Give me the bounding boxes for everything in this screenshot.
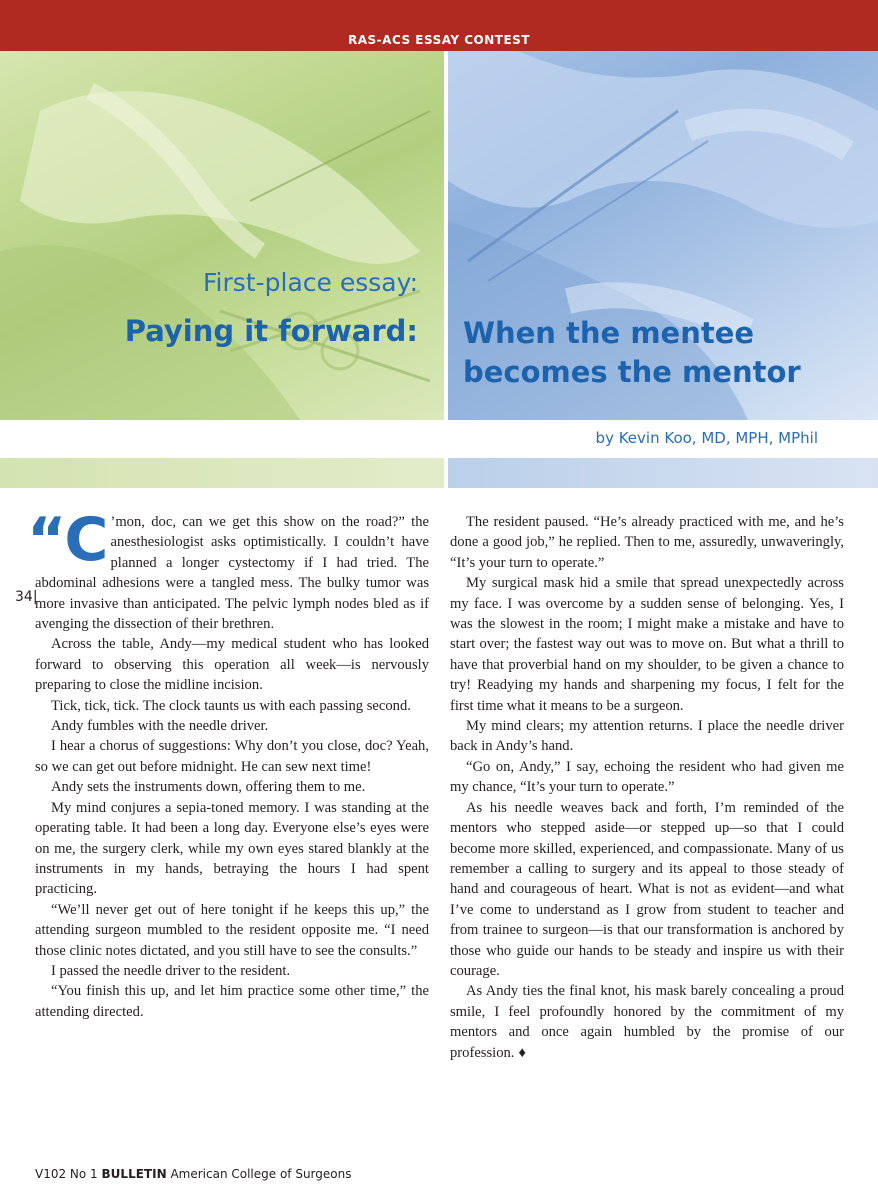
essay-kicker: First-place essay: bbox=[203, 268, 418, 297]
paragraph: “C ’mon, doc, can we get this show on the road?” the anesthesiologist asks optimistically. I couldn’t have planned a longer cystectomy if I had tried. The abdominal adhesions were a tangled mess. The bulky tumor was more invasive than anticipated. The pelvic lymph nodes bled as if avenging the dissection of their brethren. bbox=[27, 505, 429, 633]
end-mark: ♦ bbox=[518, 1044, 526, 1061]
paragraph: Across the table, Andy—my medical student who has looked forward to observing this operation all week—is nervously preparing to close the midline incision. bbox=[35, 636, 429, 694]
paragraph: My mind clears; my attention returns. I place the needle driver back in Andy’s hand. bbox=[450, 718, 844, 755]
paragraph: “You finish this up, and let him practice some other time,” the attending directed. bbox=[35, 983, 429, 1020]
author-byline: by Kevin Koo, MD, MPH, MPhil bbox=[595, 429, 818, 447]
paragraph: My mind conjures a sepia-toned memory. I was standing at the operating table. It had been a long day. Everyone else’s eyes were on me, the surgery clerk, while my own eyes stared blankly at the instruments in my hands, betraying the hours I had spent practicing. bbox=[35, 799, 429, 898]
drop-cap: “C bbox=[27, 505, 107, 575]
organization-name: American College of Surgeons bbox=[170, 1167, 352, 1181]
issue-label: V102 No 1 bbox=[35, 1167, 98, 1181]
paragraph: Tick, tick, tick. The clock taunts us with each passing second. bbox=[51, 697, 411, 714]
essay-title-part1: Paying it forward: bbox=[124, 314, 418, 348]
publication-name: BULLETIN bbox=[101, 1167, 167, 1181]
paragraph: “We’ll never get out of here tonight if he keeps this up,” the attending surgeon mumbled to the resident opposite me. “I need those clinic notes dictated, and you still have to see the consults.” bbox=[35, 901, 429, 959]
paragraph: I passed the needle driver to the resident. bbox=[51, 962, 291, 979]
paragraph: “Go on, Andy,” I say, echoing the resident who had given me my chance, “It’s your turn to operate.” bbox=[450, 758, 844, 796]
paragraph: Andy fumbles with the needle driver. bbox=[51, 718, 269, 735]
decorative-band-blue bbox=[448, 458, 878, 488]
page-footer bbox=[35, 1167, 351, 1181]
surgery-photo-green bbox=[0, 51, 444, 420]
decorative-band-green bbox=[0, 458, 444, 488]
paragraph: As Andy ties the final knot, his mask barely concealing a proud smile, I feel profoundly honored by the commitment of my mentors and once again humbled by the promise of our profession. ♦ bbox=[450, 983, 844, 1061]
paragraph: As his needle weaves back and forth, I’m reminded of the mentors who stepped aside—or stepped up—so that I could become more skilled, experienced, and compassionate. Many of us remember a calling to surgery and its appeal to those steady of hand and courageous of heart. What is not as evident—and what I’ve come to understand as I grow from student to teacher and from trainee to surgeon—is that our transformation is anchored by those who guide our hands to be steady and inspire us with their courage. bbox=[450, 799, 844, 979]
paragraph: Andy sets the instruments down, offering them to me. bbox=[51, 779, 366, 796]
paragraph: I hear a chorus of suggestions: Why don’t you close, doc? Yeah, so we can get out before midnight. He can sew next time! bbox=[35, 738, 429, 775]
section-header-bar bbox=[0, 0, 878, 51]
paragraph: The resident paused. “He’s already practiced with me, and he’s done a good job,” he replied. Then to me, assuredly, unwaveringly, “It’s your turn to operate.” bbox=[450, 514, 844, 571]
essay-title-part2: When the mentee becomes the mentor bbox=[463, 316, 801, 389]
section-label: RAS-ACS ESSAY CONTEST bbox=[348, 33, 530, 47]
body-column-right bbox=[450, 512, 844, 1063]
body-column-left bbox=[27, 505, 429, 1022]
page-number: 34| bbox=[15, 589, 38, 605]
paragraph: My surgical mask hid a smile that spread unexpectedly across my face. I was overcome by a sudden sense of belonging. Yes, I was the slowest in the room; I might make a mistake and have to start over; the fastest way out was to move on. But what a thrill to have that proverbial hand on my shoulder, to be given a chance to try! Readying my hands and sharpening my focus, I felt for the first time what it means to be a surgeon. bbox=[450, 575, 844, 714]
